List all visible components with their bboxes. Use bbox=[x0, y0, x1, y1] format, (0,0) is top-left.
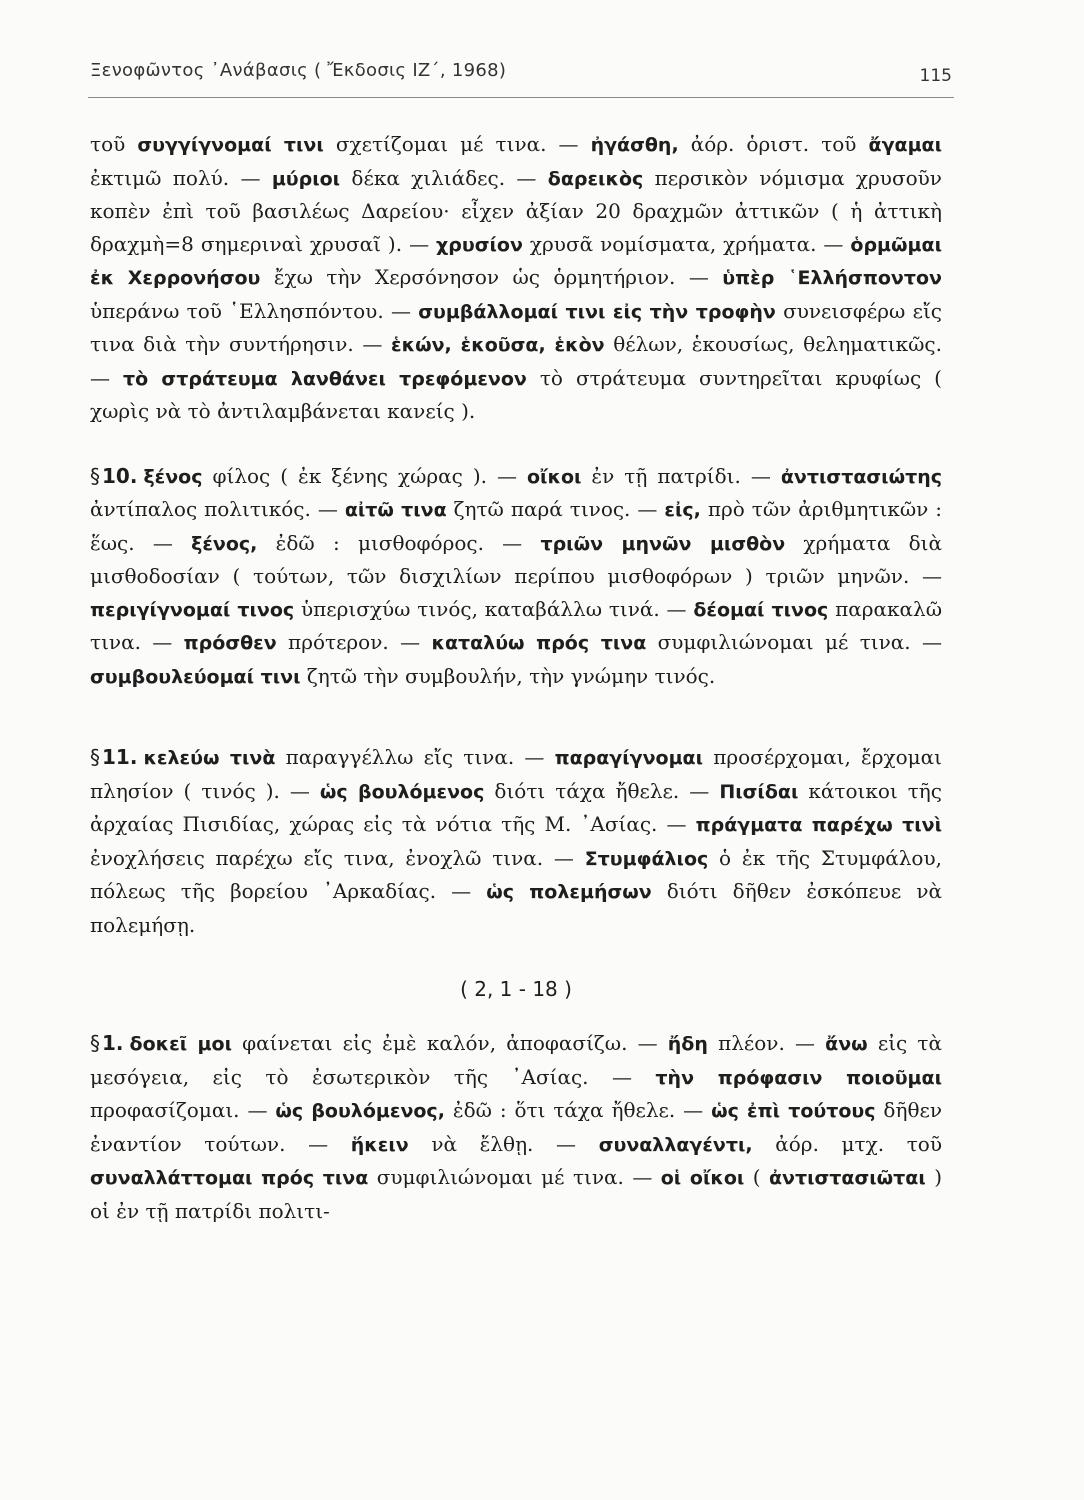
glossary-term: οἱ οἴκοι bbox=[660, 1167, 745, 1189]
glossary-term: ὁρμῶμαι ἐκ Χερρονήσου bbox=[90, 233, 942, 289]
glossary-term: ἠγάσθη, bbox=[590, 134, 679, 156]
glossary-term: ἑκών, ἑκοῦσα, ἑκὸν bbox=[391, 334, 605, 356]
page-body bbox=[90, 128, 942, 1227]
glossary-term: πρόσθεν bbox=[183, 632, 277, 654]
glossary-section-10: § 10. ξένος φίλος ( ἐκ ξένης χώρας ). — οἴκοι ἐν τῇ πατρίδι. — ἀντιστασιώτης ἀντίπαλος πολιτικός. — αἰτῶ τινα ζητῶ παρά τινος. — εἰς, πρὸ τῶν ἀριθμητικῶν : ἕως. — ξένος, ἐδῶ : μισθοφόρος. — τριῶν μηνῶν μισθὸν χρήματα διὰ μισθοδοσίαν ( τούτων, τῶν δισχιλίων περίπου μισθοφόρων ) τριῶν μηνῶν. — περιγίγνομαί τινος ὑπερισχύω τινός, καταβάλλω τινά. — δέομαί τινος παρακαλῶ τινα. — πρόσθεν πρότερον. — καταλύω πρός τινα συμφιλιώνομαι μέ τινα. — συμβουλεύομαί τινι ζητῶ τὴν συμβουλήν, τὴν γνώμην τινός. bbox=[90, 463, 943, 688]
glossary-section-1: § 1. δοκεῖ μοι φαίνεται εἰς ἐμὲ καλόν, ἀποφασίζω. — ἤδη πλέον. — ἄνω εἰς τὰ μεσόγεια, εἰς τὸ ἐσωτερικὸν τῆς ᾿Ασίας. — τὴν πρόφασιν ποιοῦμαι προφασίζομαι. — ὡς βουλόμενος, ἐδῶ : ὅτι τάχα ἤθελε. — ὡς ἐπὶ τούτους δῆθεν ἐναντίον τούτων. — ἥκειν νὰ ἔλθῃ. — συναλλαγέντι, ἀόρ. μτχ. τοῦ συναλλάττομαι πρός τινα συμφιλιώνομαι μέ τινα. — οἱ οἴκοι ( ἀντιστασιῶται ) οἱ ἐν τῇ πατρίδι πολιτι- bbox=[90, 1031, 942, 1223]
glossary-term: συμβουλεύομαί τινι bbox=[90, 665, 301, 688]
glossary-term: δέομαί τινος bbox=[693, 598, 829, 621]
glossary-term: ἄνω bbox=[825, 1033, 868, 1055]
glossary-term: συγγίγνομαί τινι bbox=[137, 134, 324, 156]
glossary-term: ἀντιστασιῶται bbox=[768, 1167, 926, 1189]
section-marker: § 11. bbox=[90, 745, 138, 769]
section-marker: § 10. bbox=[90, 463, 138, 488]
glossary-term: ὡς ἐπὶ τούτους bbox=[711, 1100, 876, 1122]
glossary-section-11: § 11. κελεύω τινὰ παραγγέλλω εἴς τινα. — παραγίγνομαι προσέρχομαι, ἔρχομαι πλησίον ( τινός ). — ὡς βουλόμενος διότι τάχα ἤθελε. — Πισίδαι κάτοικοι τῆς ἀρχαίας Πισιδίας, χώρας εἰς τὰ νότια τῆς Μ. ᾿Ασίας. — πράγματα παρέχω τινὶ ἐνοχλήσεις παρέχω εἴς τινα, ἐνοχλῶ τινα. — Στυμφάλιος ὁ ἐκ τῆς Στυμφάλου, πόλεως τῆς βορείου ᾿Αρκαδίας. — ὡς πολεμήσων διότι δῆθεν ἐσκόπευε νὰ πολεμήσῃ. bbox=[90, 745, 942, 937]
glossary-term: πράγματα παρέχω τινὶ bbox=[695, 814, 942, 836]
glossary-term: συναλλάττομαι πρός τινα bbox=[90, 1167, 369, 1189]
glossary-term: περιγίγνομαί τινος bbox=[90, 598, 295, 621]
glossary-term: ἥκειν bbox=[350, 1133, 409, 1156]
glossary-term: ἀντιστασιώτης bbox=[780, 465, 943, 488]
glossary-term: ξένος bbox=[143, 465, 203, 488]
glossary-term: τριῶν μηνῶν μισθὸν bbox=[540, 532, 786, 555]
glossary-term: χρυσίον bbox=[436, 233, 523, 256]
glossary-term: δαρεικὸς bbox=[547, 167, 644, 190]
glossary-term: ἤδη bbox=[667, 1033, 708, 1055]
running-header-title: Ξενοφῶντος ᾿Ανάβασις ( Ἔκδοσις ΙΖ΄, 1968) bbox=[90, 60, 507, 81]
glossary-term: ὡς πολεμήσων bbox=[486, 881, 652, 903]
header-rule bbox=[88, 97, 954, 98]
section-marker: § 1. bbox=[90, 1031, 124, 1055]
glossary-paragraph-continued: τοῦ συγγίγνομαί τινι σχετίζομαι μέ τινα. — ἠγάσθη, ἀόρ. ὁριστ. τοῦ ἄγαμαι ἐκτιμῶ πολύ. — μύριοι δέκα χιλιάδες. — δαρεικὸς περσικὸν νόμισμα χρυσοῦν κοπὲν ἐπὶ τοῦ βασιλέως Δαρείου· εἶχεν ἀξίαν 20 δραχμῶν ἀττικῶν ( ἡ ἀττικὴ δραχμὴ=8 σημεριναὶ χρυσαῖ ). — χρυσίον χρυσᾶ νομίσματα, χρήματα. — ὁρμῶμαι ἐκ Χερρονήσου ἔχω τὴν Χερσόνησον ὡς ὁρμητήριον. — ὑπὲρ ῾Ελλήσποντον ὑπεράνω τοῦ ῾Ελλησπόντου. — συμβάλλομαί τινι εἰς τὴν τροφὴν συνεισφέρω εἴς τινα διὰ τὴν συντήρησιν. — ἑκών, ἑκοῦσα, ἑκὸν θέλων, ἑκουσίως, θεληματικῶς. — τὸ στράτευμα λανθάνει τρεφόμενον τὸ στράτευμα συντηρεῖται κρυφίως ( χωρὶς νὰ τὸ ἀντιλαμβάνεται κανείς ). bbox=[90, 132, 943, 423]
glossary-term: ὑπὲρ ῾Ελλήσποντον bbox=[722, 267, 942, 289]
glossary-term: δοκεῖ μοι bbox=[129, 1033, 232, 1055]
glossary-term: συμβάλλομαί τινι εἰς τὴν τροφὴν bbox=[418, 300, 776, 323]
glossary-term: μύριοι bbox=[271, 167, 341, 190]
glossary-term: τὸ στράτευμα λανθάνει τρεφόμενον bbox=[123, 367, 527, 390]
glossary-term: οἴκοι bbox=[527, 465, 582, 488]
glossary-term: καταλύω πρός τινα bbox=[431, 632, 647, 654]
glossary-term: κελεύω τινὰ bbox=[143, 747, 276, 769]
glossary-term: ὡς βουλόμενος, bbox=[275, 1100, 445, 1122]
glossary-term: αἰτῶ τινα bbox=[344, 499, 447, 521]
glossary-term: τὴν πρόφασιν ποιοῦμαι bbox=[655, 1066, 942, 1089]
glossary-term: ξένος, bbox=[191, 532, 258, 555]
glossary-term: παραγίγνομαι bbox=[554, 747, 704, 769]
page-number: 115 bbox=[919, 66, 952, 86]
glossary-term: ἄγαμαι bbox=[868, 134, 943, 156]
glossary-term: συναλλαγέντι, bbox=[598, 1133, 753, 1156]
glossary-term: ὡς βουλόμενος bbox=[319, 780, 485, 803]
chapter-reference: ( 2, 1 - 18 ) bbox=[460, 977, 572, 1001]
glossary-term: εἰς, bbox=[664, 499, 701, 521]
glossary-term: Στυμφάλιος bbox=[584, 847, 709, 870]
glossary-term: Πισίδαι bbox=[719, 780, 799, 803]
